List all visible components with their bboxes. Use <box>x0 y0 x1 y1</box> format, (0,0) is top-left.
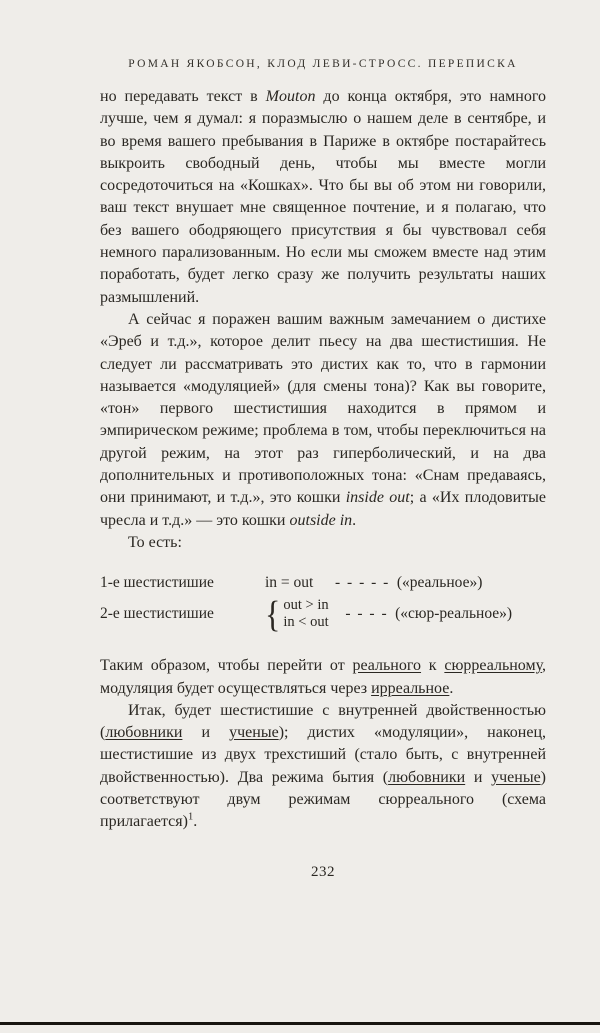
text-segment: реального <box>352 657 422 675</box>
text-segment: ; а «Их плодовитые чресла и т.д.» — это кошки <box>100 489 546 529</box>
text-segment: ирреальное <box>371 679 450 697</box>
text-segment: . <box>352 511 357 529</box>
text-segment: 1 <box>187 811 194 823</box>
text-segment: Итак, будет шестистишие с внутренней двойственностью ( <box>100 701 546 742</box>
text-segment: , модуляция будет осуществляться через <box>100 657 547 697</box>
schema-row <box>100 574 546 592</box>
schema-dashes: - - - - <box>345 605 389 623</box>
text-segment: . <box>193 813 198 831</box>
schema-result: («сюр-реальное») <box>395 605 513 623</box>
paragraph <box>100 655 546 700</box>
paragraph <box>100 532 546 554</box>
page-number: 232 <box>311 863 335 880</box>
text-segment: к <box>421 657 445 675</box>
paragraph <box>100 700 546 834</box>
text-segment: ) соответствуют двум режимам сюрреального (схема прилагается) <box>100 768 546 831</box>
text-segment: . <box>449 679 454 697</box>
text-segment: но передавать текст в <box>100 88 266 105</box>
text-segment: сюрреальному <box>444 657 543 675</box>
text-segment: и <box>182 724 230 742</box>
text-segment: и <box>465 768 492 786</box>
modulation-schema <box>100 574 546 635</box>
schema-label: 1-е шестистишие <box>100 574 214 592</box>
text-segment: любовники <box>388 768 466 786</box>
schema-row <box>100 593 546 635</box>
text-segment: ученые <box>229 724 279 742</box>
bottom-rule <box>0 1022 600 1025</box>
text-segment: inside out <box>345 489 410 507</box>
schema-formula-stack <box>283 597 345 631</box>
text-segment: А сейчас я поражен вашим важным замечанием о дистихе «Эреб и т.д.», которое делит пьесу на два шестистишия. Не следует ли рассматривать это дистих как то, что в гармонии называется «модуляцией» (для смены тона)? Как вы говорите, «тон» первого шестистишия находится в прямом и эмпирическом режиме; проблема в том, чтобы переключиться на другой режим, на этот раз гиперболический, и на два дополнительных и противоположных тона: «Снам предаваясь, они принимают, и т.д.», это кошки <box>100 310 546 507</box>
paragraph <box>100 309 546 532</box>
text-segment: То есть: <box>128 533 182 551</box>
schema-label: 2-е шестистишие <box>100 605 214 623</box>
text-segment: Mouton <box>265 88 316 105</box>
text-segment: outside in <box>289 511 353 529</box>
schema-result: («реальное») <box>396 574 483 592</box>
text-segment: Таким образом, чтобы перейти от <box>100 657 353 675</box>
paragraph <box>100 86 546 309</box>
text-segment: до конца октября, это намного лучше, чем я думал: я поразмыслю о нашем деле в сентябре, и во время вашего пребывания в Париже в октябре постарайтесь выкроить свободный день, чтобы мы вместе могли сосредоточиться на «Кошках». Что бы вы об этом ни говорили, ваш текст внушает мне священное почтение, и я полагаю, что без вашего ободряющего присутствия я бы чувствовал себя немного парализованным. Но если мы сможем вместе над этим поработать, будет легко сразу же получить результаты наших размышлений. <box>100 88 546 306</box>
brace-glyph: { <box>265 593 281 635</box>
running-header: РОМАН ЯКОБСОН, КЛОД ЛЕВИ-СТРОСС. ПЕРЕПИСКА <box>128 58 518 70</box>
schema-dashes: - - - - - <box>335 574 390 592</box>
text-segment: ученые <box>491 768 541 786</box>
text-block <box>100 58 546 881</box>
text-segment: ); дистих «модуляции», наконец, шестистишие из двух трехстиший (стало быть, с внутренней двойственностью). Два режима бытия ( <box>100 724 547 786</box>
schema-formula: out > in <box>283 597 329 614</box>
text-segment: любовники <box>105 724 183 742</box>
schema-formula: in < out <box>283 614 329 631</box>
schema-formula: in = out <box>265 574 314 592</box>
